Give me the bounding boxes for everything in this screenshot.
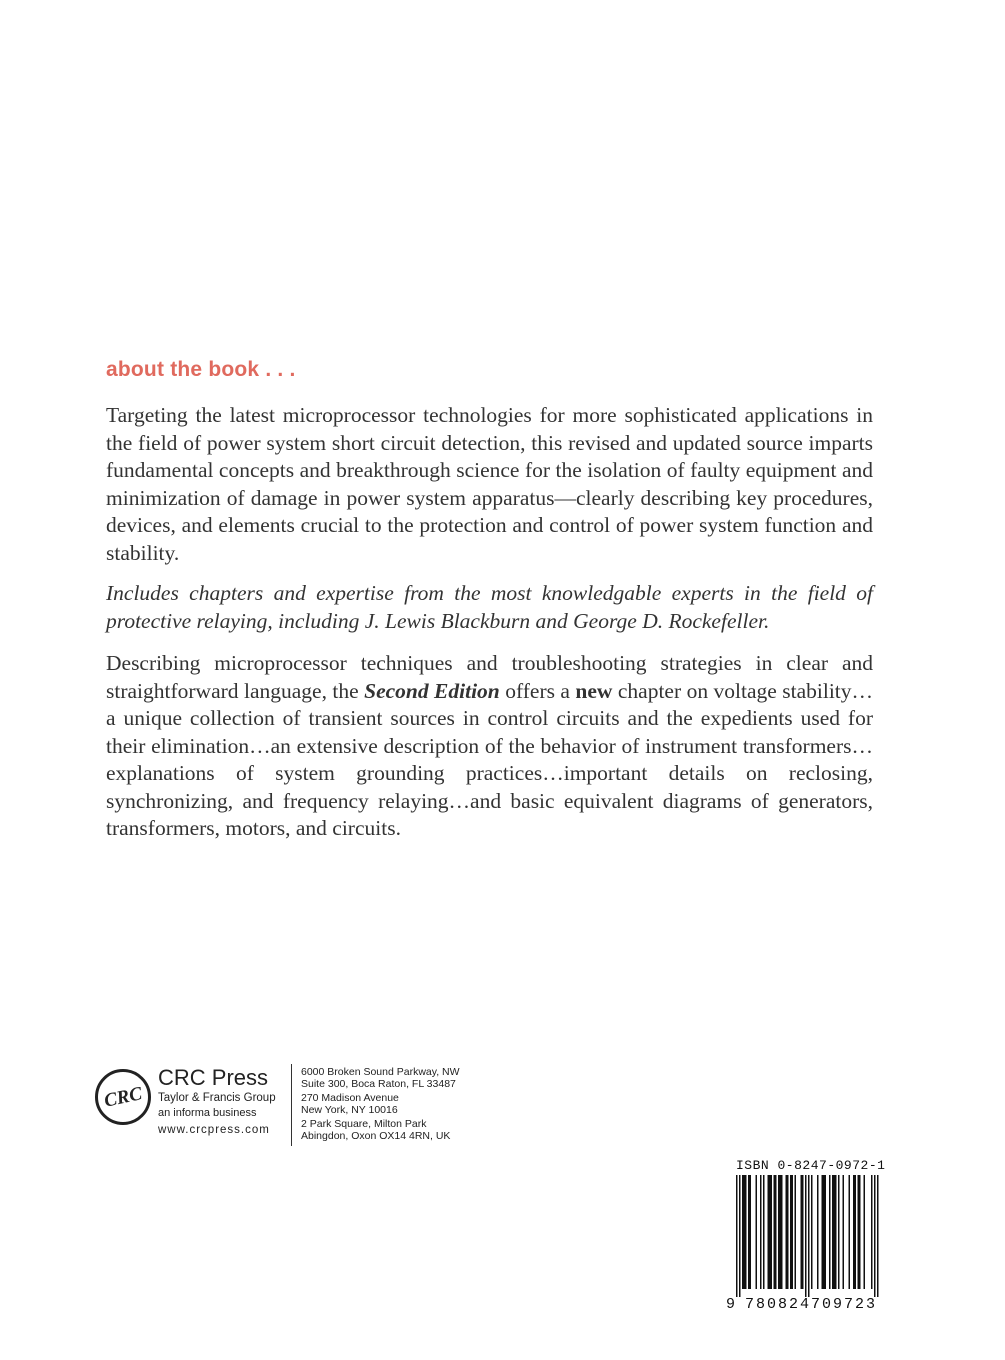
barcode-bar bbox=[822, 1175, 824, 1289]
barcode-bar bbox=[858, 1175, 860, 1289]
ean-right-digits: 709723 bbox=[811, 1296, 875, 1311]
barcode-bar bbox=[745, 1175, 747, 1289]
barcode-bar bbox=[838, 1175, 840, 1289]
barcode-bar bbox=[825, 1175, 827, 1289]
ean-first-digit: 9 bbox=[726, 1296, 736, 1311]
barcode-bar bbox=[739, 1175, 741, 1297]
barcode-bar bbox=[834, 1175, 836, 1289]
barcode-bar bbox=[744, 1175, 746, 1289]
barcode-bar bbox=[748, 1175, 750, 1289]
barcode-bar bbox=[802, 1175, 804, 1289]
barcode-bars bbox=[736, 1175, 879, 1297]
barcode-bar bbox=[823, 1175, 825, 1289]
barcode-bar bbox=[808, 1175, 810, 1297]
barcode-bar bbox=[786, 1175, 788, 1289]
barcode-bar bbox=[877, 1175, 879, 1297]
section-heading: about the book . . . bbox=[106, 358, 296, 381]
barcode-bar bbox=[832, 1175, 834, 1289]
features-text-3: chapter on voltage stability…a unique collection of transient sources in control circuits and the expedients used for their elimination…an extensive description of the behavior of instrument transformers…explanations of system grounding practices…important details on reclosing, synchronizing, and frequency relaying…and basic equivalent diagrams of generators, transformers, motors, and circuits. bbox=[106, 678, 874, 840]
features-paragraph bbox=[106, 650, 873, 843]
barcode-bar bbox=[835, 1175, 837, 1289]
address-boca-raton bbox=[301, 1066, 460, 1090]
description-paragraph: Targeting the latest microprocessor technologies for more sophisticated applications in the field of power system short circuit detection, this revised and updated source imparts fundamental concepts and breakthrough science for the isolation of faulty equipment and minimization of damage in power system apparatus—clearly describing key procedures, devices, and elements crucial to the protection and control of power system function and stability. bbox=[106, 403, 873, 565]
barcode-bar bbox=[855, 1175, 857, 1289]
publisher-informa: an informa business bbox=[158, 1107, 257, 1119]
barcode-bar bbox=[864, 1175, 866, 1289]
barcode-bar bbox=[787, 1175, 789, 1289]
barcode-bar bbox=[775, 1175, 777, 1289]
edition-emphasis: Second Edition bbox=[364, 678, 500, 703]
barcode-bar bbox=[768, 1175, 770, 1289]
barcode-bar bbox=[817, 1175, 819, 1289]
barcode-bar bbox=[750, 1175, 752, 1289]
address-line: 2 Park Square, Milton Park bbox=[301, 1118, 427, 1130]
barcode-bar bbox=[829, 1175, 831, 1289]
barcode-bar bbox=[763, 1175, 765, 1289]
barcode-bar bbox=[778, 1175, 780, 1289]
features-text-1: Describing microprocessor techniques and troubleshooting strategies in clear and straightforward language, the bbox=[106, 651, 873, 703]
address-abingdon bbox=[301, 1118, 450, 1142]
publisher-divider bbox=[291, 1064, 292, 1146]
logo-lettering: CRC bbox=[102, 1083, 144, 1112]
barcode-bar bbox=[742, 1175, 744, 1289]
publisher-website-link[interactable]: www.crcpress.com bbox=[158, 1124, 270, 1136]
features-text-2: offers a bbox=[499, 678, 576, 703]
barcode-bar bbox=[774, 1175, 776, 1289]
barcode-bar bbox=[853, 1175, 855, 1289]
barcode-bar bbox=[874, 1175, 876, 1297]
barcode-bar bbox=[871, 1175, 873, 1289]
barcode-bar bbox=[859, 1175, 861, 1289]
barcode-bar bbox=[792, 1175, 794, 1289]
barcode-bar bbox=[760, 1175, 762, 1289]
barcode-bar bbox=[756, 1175, 758, 1289]
new-emphasis: new bbox=[575, 678, 613, 703]
barcode-bar bbox=[801, 1175, 803, 1289]
barcode-bar bbox=[843, 1175, 845, 1289]
contributors-paragraph: Includes chapters and expertise from the most knowledgable experts in the field of protective relaying, including J. Lewis Blackburn and George D. Rockefeller. bbox=[106, 581, 873, 633]
barcode-bar bbox=[771, 1175, 773, 1289]
address-line: Suite 300, Boca Raton, FL 33487 bbox=[301, 1078, 456, 1090]
barcode-bar bbox=[805, 1175, 807, 1297]
address-line: 270 Madison Avenue bbox=[301, 1092, 399, 1104]
publisher-group: Taylor & Francis Group bbox=[158, 1092, 276, 1104]
barcode-bar bbox=[811, 1175, 813, 1289]
address-line: 6000 Broken Sound Parkway, NW bbox=[301, 1066, 460, 1078]
isbn-label: ISBN 0-8247-0972-1 bbox=[736, 1158, 886, 1173]
barcode-bar bbox=[780, 1175, 782, 1289]
barcode-bar bbox=[795, 1175, 797, 1289]
address-line: Abingdon, Oxon OX14 4RN, UK bbox=[301, 1130, 451, 1142]
address-line: New York, NY 10016 bbox=[301, 1104, 398, 1116]
barcode-bar bbox=[736, 1175, 738, 1297]
isbn-barcode bbox=[722, 1173, 884, 1311]
barcode-bar bbox=[769, 1175, 771, 1289]
publisher-name: CRC Press bbox=[158, 1065, 269, 1090]
address-new-york bbox=[301, 1092, 399, 1116]
barcode-bar bbox=[849, 1175, 851, 1289]
barcode-bar bbox=[790, 1175, 792, 1289]
ean-left-digits: 780824 bbox=[745, 1296, 809, 1311]
barcode-bar bbox=[781, 1175, 783, 1289]
crc-logo-icon bbox=[94, 1068, 152, 1126]
